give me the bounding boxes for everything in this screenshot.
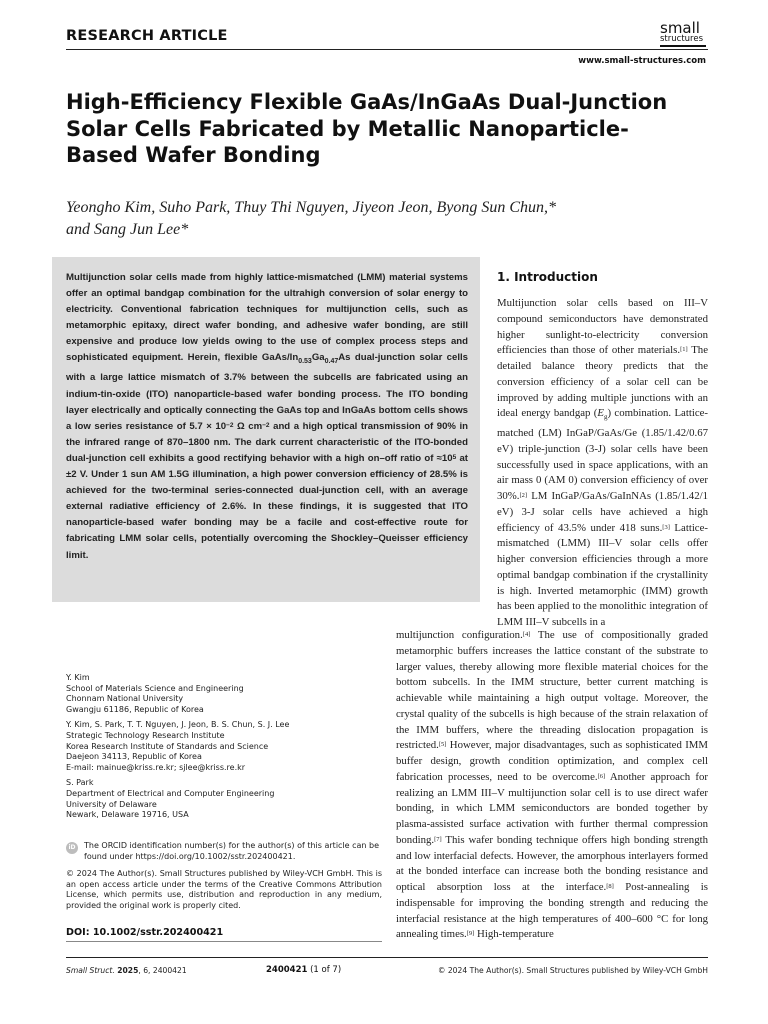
journal-logo[interactable] <box>660 21 708 49</box>
journal-url-link[interactable]: www.small-structures.com <box>578 56 706 66</box>
affiliation-group <box>66 673 382 715</box>
affiliations <box>66 673 382 826</box>
orcid-text[interactable]: The ORCID identification number(s) for the author(s) of this article can be found under https://doi.org/10.1002/sstr.202400421. <box>84 841 380 861</box>
section-heading-introduction: 1. Introduction <box>497 270 598 284</box>
footer-rule <box>66 957 708 958</box>
affiliation-line: S. Park <box>66 778 94 788</box>
affiliation-line: Department of Electrical and Computer Engineering <box>66 788 275 798</box>
article-title: High-Efficiency Flexible GaAs/InGaAs Dual-Junction Solar Cells Fabricated by Metallic Nanoparticle-Based Wafer Bonding <box>66 90 668 167</box>
orcid-note <box>66 841 382 862</box>
citation-ref[interactable]: [8] <box>606 883 614 890</box>
author-email[interactable]: E-mail: mainue@kriss.re.kr; sjlee@kriss.re.kr <box>66 762 246 772</box>
authors-line-2: and Sang Jun Lee* <box>66 221 189 238</box>
affiliation-line: Korea Research Institute of Standards and Science <box>66 741 269 751</box>
logo-text-small: small <box>660 19 700 37</box>
logo-text-structures: structures <box>660 34 704 44</box>
affiliation-line: Newark, Delaware 19716, USA <box>66 810 189 820</box>
footer-citation: Small Struct. 2025, 6, 2400421 <box>66 966 187 975</box>
affiliation-line: Y. Kim <box>66 673 90 682</box>
citation-ref[interactable]: [1] <box>680 346 688 354</box>
affiliation-rule <box>66 941 382 942</box>
abstract-text: Multijunction solar cells made from highly lattice-mismatched (LMM) material systems offer an optimal bandgap combination for the ultrahigh conversion of solar energy to electricity. Conventional fabrication techniques for multijunction cells, such as metamorphic epitaxy, direct wafer bonding, and adhesive wafer bonding, are still expensive and produce low yields owing to the use of complex process steps and sophisticated equipment. Herein, flexible GaAs/$In_{0.53}Ga_{0.47}As$ dual-junction solar cells with a large lattice mismatch of 3.7% between the subcells are fabricated using an indium-tin-oxide (ITO) nanoparticle-based wafer bonding process. The ITO bonding layer electrically and optically connecting the GaAs top and InGaAs bottom cells shows a low series resistance of $5.7 \times 10^{-2}$ Ω $cm^{-2}$ and a high optical transmission of 90% in the infrared range of 870–1800 nm. The dark current characteristic of the ITO-bonded dual-junction cell exhibits a good rectifying behavior with a high on–off ratio of $\approx 10^5$ at ±2 V. Under 1 sun AM 1.5G illumination, a high power conversion efficiency of 28.5% is achieved for the two-terminal series-connected dual-junction cell, with an average external radiative efficiency of 2.6%. In these findings, it is suggested that ITO nanoparticle-based wafer bonding may be a facile and cost-effective route for fabricating LMM solar cells, potentially overcoming the Shockley–Queisser efficiency limit. <box>66 272 469 561</box>
affiliation-line: University of Delaware <box>66 799 157 809</box>
citation-ref[interactable]: [5] <box>438 741 447 749</box>
citation-ref[interactable]: [7] <box>434 835 442 843</box>
affiliation-group <box>66 778 382 820</box>
affiliation-line: Chonnam National University <box>66 694 184 704</box>
affiliation-line: Y. Kim, S. Park, T. T. Nguyen, J. Jeon, B. S. Chun, S. J. Lee <box>66 720 290 730</box>
intro-paragraph: Multijunction solar cells based on III–V compound semiconductors have demonstrated higher sunlight-to-electricity conversion efficiencies than those of other materials.[1] The detailed balance theory predicts that the conversion efficiency of a solar cell can be improved by adding multiple junctions with an ideal energy bandgap $(E_g)$ combination. Lattice-matched (LM) InGaP/GaAs/Ge (1.85/1.42/0.67 eV) triple-junction (3-J) solar cells have been successfully used in space applications, with an air mass 0 (AM 0) conversion efficiency of over 30%.[2] LM InGaP/GaAs/GaInNAs (1.85/1.42/1 eV) 3-J solar cells have achieved a high efficiency of 43.5% under 418 suns.[3] Lattice-mismatched (LMM) III–V solar cells offer higher conversion efficiencies through a more optimal bandgap combination if the crystallinity is high. Inverted metamorphic (IMM) growth has been applied to the monolithic integration of LMM III–V subcells in a <box>497 297 709 629</box>
affiliation-group <box>66 720 382 773</box>
citation-ref[interactable]: [6] <box>597 772 606 780</box>
affiliation-line: Gwangju 61186, Republic of Korea <box>66 704 204 714</box>
header-rule <box>66 49 708 50</box>
affiliation-line: Daejeon 34113, Republic of Korea <box>66 752 202 762</box>
footer-copyright: © 2024 The Author(s). Small Structures published by Wiley-VCH GmbH <box>437 966 708 975</box>
citation-ref[interactable]: [4] <box>522 631 531 638</box>
affiliation-line: School of Materials Science and Engineering <box>66 683 244 693</box>
citation-ref[interactable]: [9] <box>466 930 475 938</box>
author-list <box>66 197 666 241</box>
citation-ref[interactable]: [2] <box>519 492 528 500</box>
doi-link[interactable]: DOI: 10.1002/sstr.202400421 <box>66 927 224 938</box>
article-type-label: RESEARCH ARTICLE <box>66 28 228 44</box>
logo-bar <box>660 45 706 47</box>
affiliation-line: Strategic Technology Research Institute <box>66 730 225 740</box>
footer-page-number: 2400421 (1 of 7) <box>266 965 342 975</box>
authors-line-1: Yeongho Kim, Suho Park, Thuy Thi Nguyen, Jiyeon Jeon, Byong Sun Chun,* <box>66 199 557 216</box>
orcid-icon[interactable]: iD <box>66 842 78 854</box>
license-text: © 2024 The Author(s). Small Structures published by Wiley-VCH GmbH. This is an open access article under the terms of the Creative Commons Attribution License, which permits use, distribution and reproduction in any medium, provided the original work is properly cited. <box>66 869 382 910</box>
citation-ref[interactable]: [3] <box>662 523 670 531</box>
body-paragraph: multijunction configuration.[4] The use of compositionally graded metamorphic buffers increases the lattice constant of the substrate to larger values, thereby allowing more flexible material choices for the bottom subcells. In the IMM structure, better current matching is achievable while maintaining a high output voltage. Moreover, the crystal quality of the subcells is high because of the strain relaxation of the IMM buffers, where the threading dislocation propagation is restricted.[5] However, major disadvantages, such as sophisticated IMM buffer design, growth condition optimization, and complex cell fabrication processes, need to be overcome.[6] Another approach for realizing an LMM III–V multijunction solar cell is to use direct wafer bonding, in which LMM semiconductors are bonded together by plasma-assisted surface activation with further thermal compression bonding.[7] This wafer bonding technique offers high bonding strength and low interfacial defects. However, the amorphous interlayers formed at the bonded interface can increase both the bonding resistance and optical absorption loss at the interface.[8] Post-annealing is indispensable for improving the bonding strength and reducing the interfacial resistance at the high temperatures of 400–600 °C for long annealing times.[9] High-temperature <box>396 629 709 941</box>
